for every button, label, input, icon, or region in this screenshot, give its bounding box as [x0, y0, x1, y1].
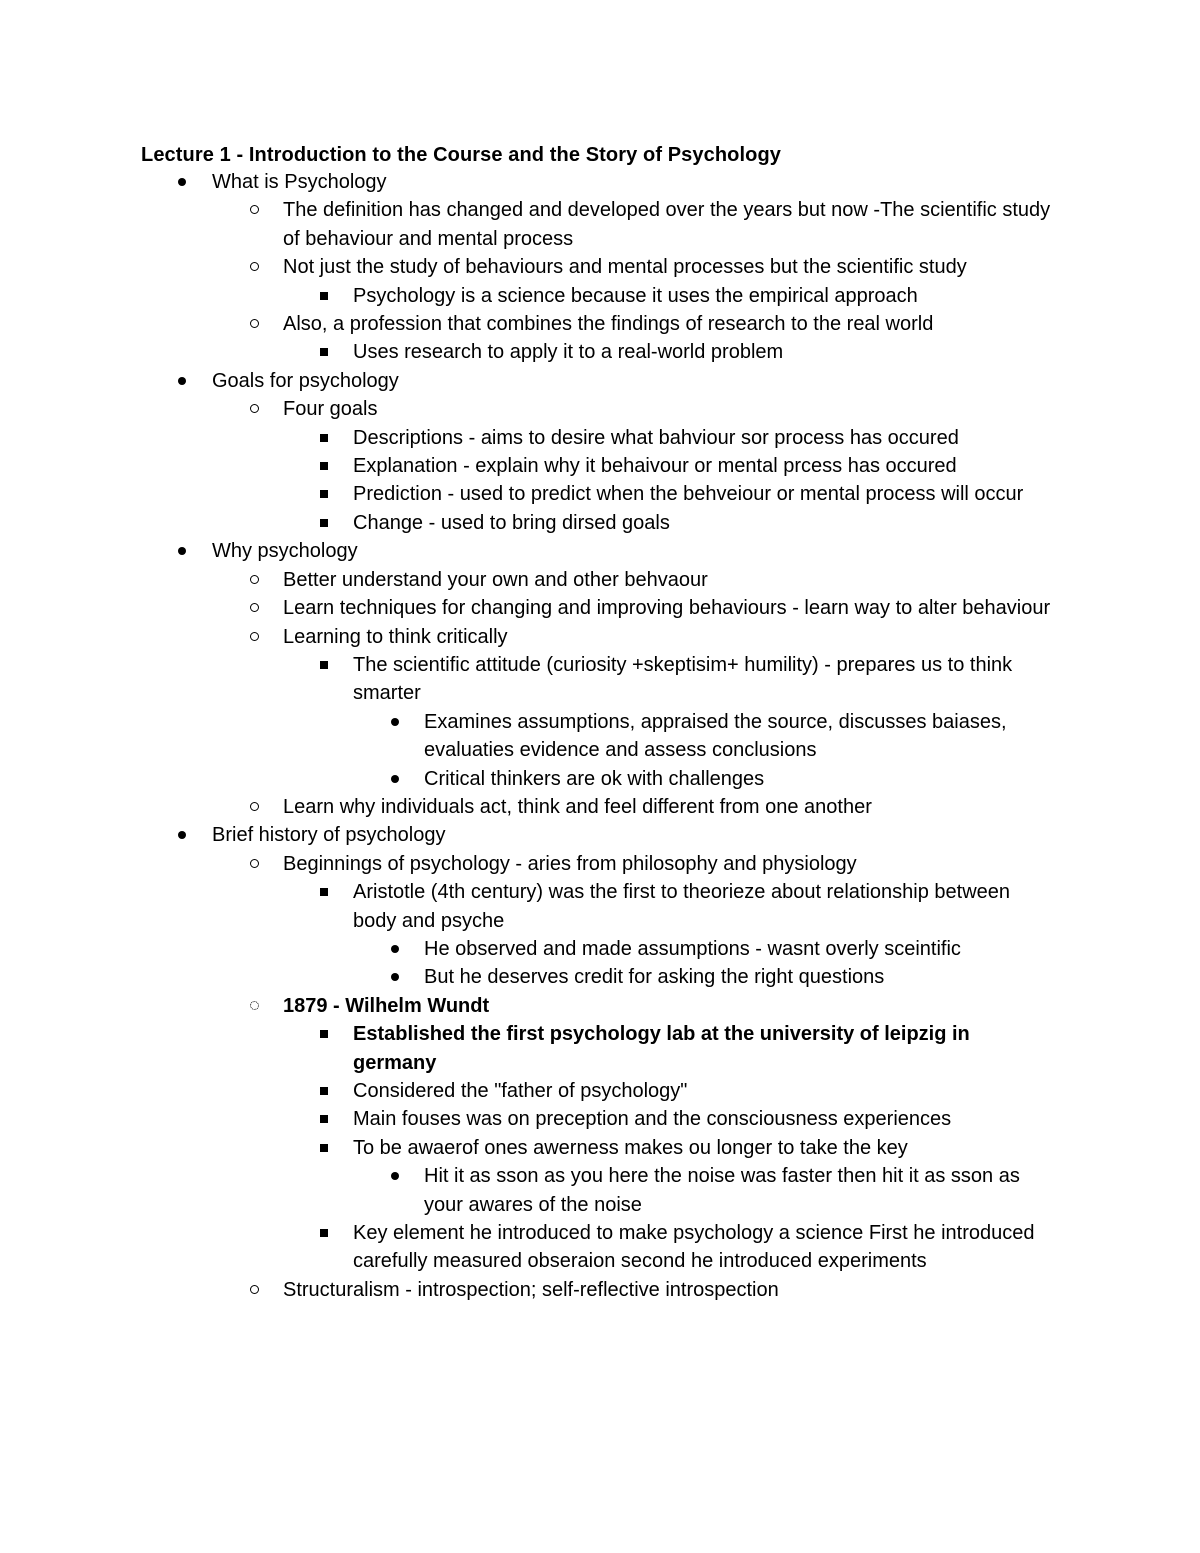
- square-bullet-icon: [320, 462, 328, 470]
- list-item: [0, 1219, 1055, 1276]
- list-item: [0, 1105, 1055, 1133]
- list-item-text: Uses research to apply it to a real-world problem: [353, 341, 784, 364]
- list-item: [0, 821, 1052, 849]
- list-item-text: Learning to think critically: [283, 625, 508, 648]
- list-item: [0, 253, 1055, 281]
- square-bullet-icon: [320, 348, 328, 356]
- list-item: [0, 196, 1055, 253]
- filled-bullet-icon: [178, 547, 186, 555]
- square-bullet-icon: [320, 519, 328, 527]
- list-item: [0, 793, 1055, 821]
- list-item-text: Established the first psychology lab at the university of leipzig in germany: [353, 1023, 970, 1074]
- filled-bullet-icon: [178, 831, 186, 839]
- list-item-text: Learn techniques for changing and improving behaviours - learn way to alter behaviour: [283, 597, 1051, 620]
- list-item: [0, 282, 1055, 310]
- list-item: [0, 623, 1055, 651]
- filled-bullet-icon: [178, 377, 186, 385]
- list-item: [0, 1276, 1055, 1304]
- list-item: [0, 509, 1055, 537]
- square-bullet-icon: [320, 490, 328, 498]
- square-bullet-icon: [320, 888, 328, 896]
- list-item-text: Prediction - used to predict when the behveiour or mental process will occur: [353, 483, 1024, 506]
- list-item-text: Critical thinkers are ok with challenges: [424, 767, 765, 790]
- list-item: [0, 367, 1052, 395]
- list-item-text: Learn why individuals act, think and feel different from one another: [283, 795, 872, 818]
- list-item-text: Not just the study of behaviours and mental processes but the scientific study: [283, 256, 967, 279]
- hollow-bullet-icon: [250, 575, 259, 584]
- hollow-bullet-icon: [250, 1285, 259, 1294]
- list-item: [0, 1134, 1055, 1162]
- list-item-text: Brief history of psychology: [212, 824, 446, 847]
- list-item: [0, 708, 1056, 765]
- list-item: [0, 480, 1055, 508]
- list-item-text: 1879 - Wilhelm Wundt: [283, 994, 490, 1017]
- lecture-title: Lecture 1 - Introduction to the Course and the Story of Psychology: [141, 144, 781, 166]
- list-item: [0, 168, 1052, 196]
- hollow-bullet-icon: [250, 404, 259, 413]
- list-item: [0, 850, 1055, 878]
- list-item-text: Also, a profession that combines the findings of research to the real world: [283, 313, 934, 336]
- list-item: [0, 1162, 1056, 1219]
- list-item-text: Change - used to bring dirsed goals: [353, 511, 670, 534]
- hollow-bullet-icon: [250, 859, 259, 868]
- list-item: [0, 963, 1056, 991]
- list-item-text: To be awaerof ones awerness makes ou longer to take the key: [353, 1136, 908, 1159]
- list-item: [0, 651, 1055, 708]
- list-item-text: What is Psychology: [212, 171, 387, 193]
- list-item-text: Main fouses was on preception and the consciousness experiences: [353, 1108, 952, 1131]
- list-item: [0, 765, 1056, 793]
- list-item-text: Examines assumptions, appraised the source, discusses baiases, evaluaties evidence and assess conclusions: [424, 710, 1007, 762]
- hollow-bullet-icon: [250, 205, 259, 214]
- hollow-bullet-icon: [250, 802, 259, 811]
- filled-bullet-icon: [391, 973, 399, 981]
- list-item-text: Considered the "father of psychology": [353, 1080, 688, 1102]
- list-item-text: But he deserves credit for asking the right questions: [424, 966, 885, 989]
- list-item-text: Descriptions - aims to desire what bahviour sor process has occured: [353, 426, 959, 449]
- square-bullet-icon: [320, 1030, 328, 1038]
- square-bullet-icon: [320, 292, 328, 300]
- list-item-text: Goals for psychology: [212, 369, 399, 392]
- dotted-bullet-icon: [250, 1001, 259, 1010]
- list-item-text: Structuralism - introspection; self-reflective introspection: [283, 1278, 779, 1301]
- filled-bullet-icon: [391, 775, 399, 783]
- list-item-text: Psychology is a science because it uses the empirical approach: [353, 284, 918, 307]
- list-item-text: Better understand your own and other behvaour: [283, 568, 708, 591]
- filled-bullet-icon: [391, 718, 399, 726]
- hollow-bullet-icon: [250, 262, 259, 271]
- list-item: [0, 452, 1055, 480]
- hollow-bullet-icon: [250, 632, 259, 641]
- list-item: [0, 594, 1055, 622]
- square-bullet-icon: [320, 1144, 328, 1152]
- square-bullet-icon: [320, 434, 328, 442]
- list-item: [0, 1077, 1055, 1105]
- list-item-text: Aristotle (4th century) was the first to theorieze about relationship between body and psyche: [353, 881, 1011, 932]
- list-item-text: The definition has changed and developed over the years but now -The scientific study of behaviour and mental process: [283, 199, 1051, 250]
- list-item-text: He observed and made assumptions - wasnt overly sceintific: [424, 937, 961, 960]
- list-item-text: The scientific attitude (curiosity +skeptisim+ humility) - prepares us to think smarter: [353, 653, 1013, 705]
- hollow-bullet-icon: [250, 319, 259, 328]
- square-bullet-icon: [320, 661, 328, 669]
- list-item: [0, 338, 1055, 366]
- list-item-text: Key element he introduced to make psychology a science First he introduced carefully measured obseraion second he introduced experiments: [353, 1222, 1035, 1273]
- list-item: [0, 1020, 1055, 1077]
- list-item-text: Explanation - explain why it behaivour or mental prcess has occured: [353, 455, 957, 478]
- list-item: [0, 537, 1052, 565]
- list-item-text: Why psychology: [212, 540, 358, 563]
- list-item: [0, 935, 1056, 963]
- hollow-bullet-icon: [250, 603, 259, 612]
- list-item: [0, 566, 1055, 594]
- square-bullet-icon: [320, 1087, 328, 1095]
- list-item: [0, 395, 1055, 423]
- square-bullet-icon: [320, 1229, 328, 1237]
- list-item: [0, 310, 1055, 338]
- list-item: [0, 992, 1055, 1020]
- list-item-text: Four goals: [283, 398, 378, 421]
- list-item: [0, 424, 1055, 452]
- list-item: [0, 878, 1055, 935]
- list-item-text: Beginnings of psychology - aries from philosophy and physiology: [283, 852, 857, 875]
- list-item-text: Hit it as sson as you here the noise was faster then hit it as sson as your awares of the noise: [424, 1165, 1020, 1216]
- square-bullet-icon: [320, 1115, 328, 1123]
- notes-list: [0, 168, 1200, 1304]
- filled-bullet-icon: [178, 178, 186, 186]
- filled-bullet-icon: [391, 1172, 399, 1180]
- filled-bullet-icon: [391, 945, 399, 953]
